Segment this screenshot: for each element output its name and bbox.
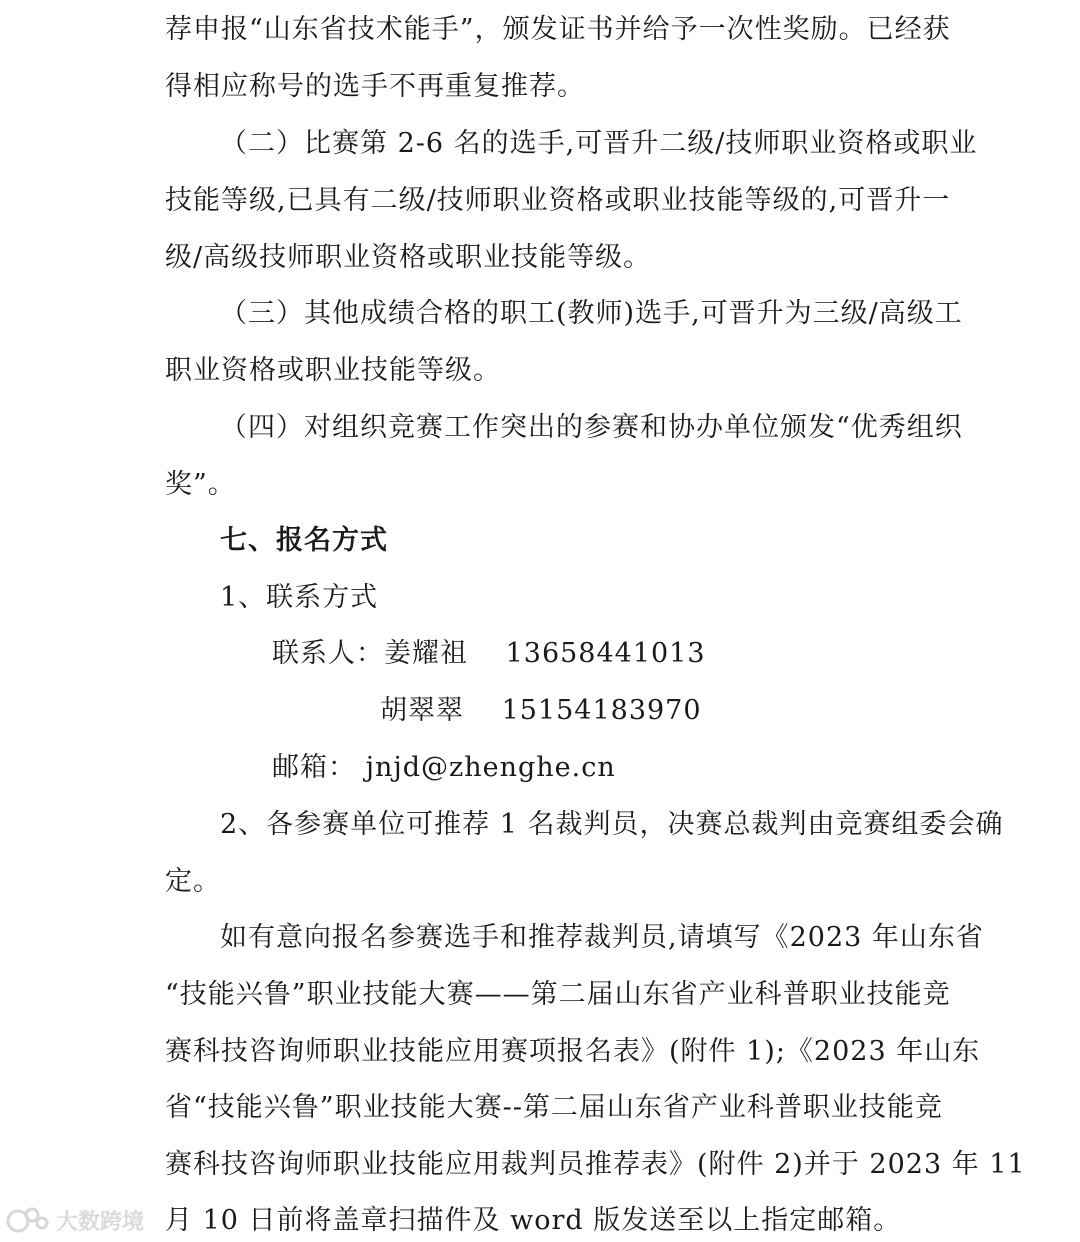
text-line-17: 如有意向报名参赛选手和推荐裁判员,请填写《2023 年山东省: [220, 922, 984, 953]
contact-person-1: 联系人：姜耀祖 13658441013: [272, 638, 706, 669]
text-line-6: （三）其他成绩合格的职工(教师)选手,可晋升为三级/高级工: [220, 298, 963, 329]
text-line-20: 省“技能兴鲁”职业技能大赛--第二届山东省产业科普职业技能竞: [165, 1092, 943, 1123]
text-line-4: 技能等级,已具有二级/技师职业资格或职业技能等级的,可晋升一: [165, 185, 951, 216]
text-line-3: （二）比赛第 2-6 名的选手,可晋升二级/技师职业资格或职业: [220, 128, 978, 159]
text-line-1: 荐申报“山东省技术能手”，颁发证书并给予一次性奖励。已经获: [165, 14, 951, 45]
watermark-logo-icon: [6, 1205, 50, 1235]
watermark-text: 大数跨境: [56, 1209, 145, 1235]
text-line-8: （四）对组织竞赛工作突出的参赛和协办单位颁发“优秀组织: [220, 412, 963, 443]
text-line-18: “技能兴鲁”职业技能大赛——第二届山东省产业科普职业技能竞: [165, 979, 951, 1010]
contact-email: 邮箱： jnjd@zhenghe.cn: [272, 752, 616, 783]
text-line-16: 定。: [165, 866, 221, 897]
section-heading: 七、报名方式: [220, 525, 388, 556]
text-line-2: 得相应称号的选手不再重复推荐。: [165, 71, 585, 102]
watermark: [6, 1200, 144, 1240]
text-line-7: 职业资格或职业技能等级。: [165, 355, 501, 386]
text-line-21: 赛科技咨询师职业技能应用裁判员推荐表》(附件 2)并于 2023 年 11: [165, 1149, 1026, 1180]
contact-subheading: 1、联系方式: [220, 582, 379, 613]
text-line-22: 月 10 日前将盖章扫描件及 word 版发送至以上指定邮箱。: [165, 1205, 902, 1236]
contact-person-2: 胡翠翠 15154183970: [380, 695, 702, 726]
text-line-15: 2、各参赛单位可推荐 1 名裁判员，决赛总裁判由竞赛组委会确: [220, 809, 1004, 840]
text-line-9: 奖”。: [165, 469, 236, 500]
text-line-5: 级/高级技师职业资格或职业技能等级。: [165, 242, 652, 273]
text-line-19: 赛科技咨询师职业技能应用赛项报名表》(附件 1);《2023 年山东: [165, 1036, 981, 1067]
